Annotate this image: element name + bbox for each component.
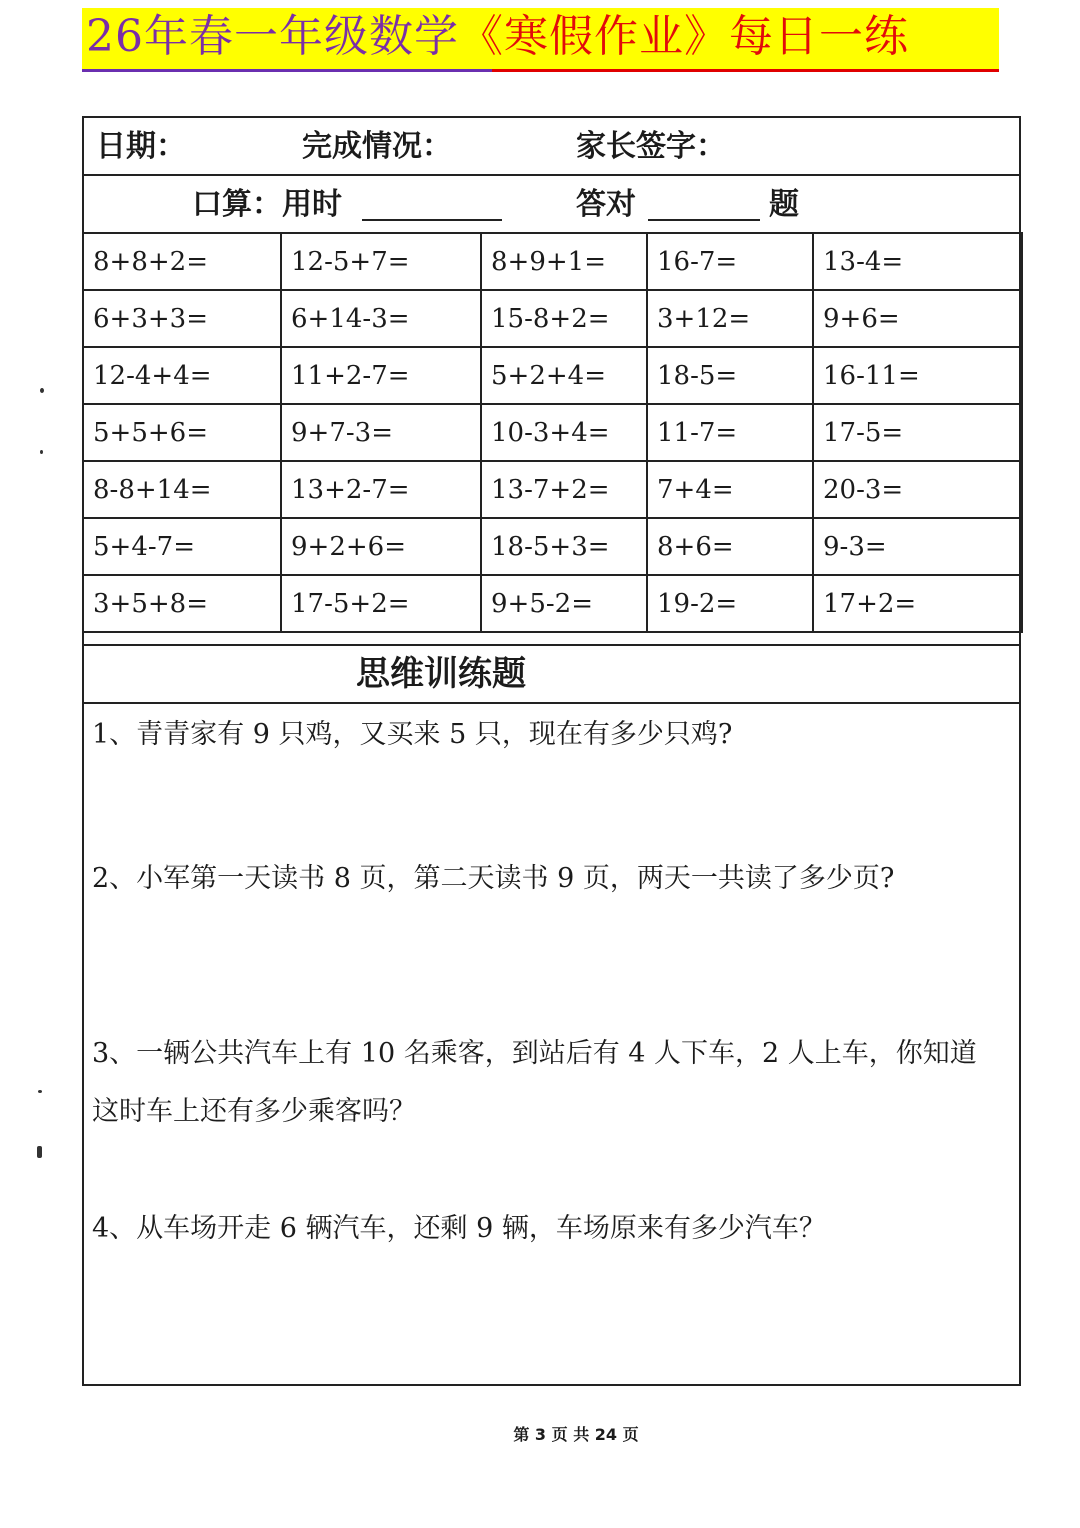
calc-cell: 7+4= bbox=[647, 461, 813, 518]
calc-cell: 3+5+8= bbox=[83, 575, 281, 632]
scan-speck bbox=[40, 388, 44, 393]
calc-cell: 9+5-2= bbox=[481, 575, 647, 632]
calc-cell: 12-5+7= bbox=[281, 233, 481, 290]
calc-cell: 9-3= bbox=[813, 518, 1022, 575]
oral-row bbox=[84, 176, 1019, 234]
calc-row bbox=[83, 461, 1022, 518]
problem-1: 1、青青家有 9 只鸡，又买来 5 只，现在有多少只鸡? bbox=[92, 719, 733, 750]
scan-speck bbox=[38, 1090, 42, 1093]
title-underline-purple bbox=[82, 69, 492, 72]
calc-cell: 12-4+4= bbox=[83, 347, 281, 404]
page-title-part2: 《寒假作业》每日一练 bbox=[459, 11, 909, 62]
calc-cell: 13-4= bbox=[813, 233, 1022, 290]
thinking-title: 思维训练题 bbox=[356, 654, 526, 694]
problem-3-line2: 这时车上还有多少乘客吗？ bbox=[92, 1096, 416, 1127]
calc-cell: 13+2-7= bbox=[281, 461, 481, 518]
parent-sign-label: 家长签字： bbox=[576, 129, 726, 164]
calc-cell: 8+9+1= bbox=[481, 233, 647, 290]
calc-row bbox=[83, 233, 1022, 290]
calc-cell: 5+4-7= bbox=[83, 518, 281, 575]
page-title-part1: 26年春一年级数学 bbox=[86, 11, 459, 62]
calc-row bbox=[83, 347, 1022, 404]
correct-unit: 题 bbox=[769, 187, 799, 222]
calc-cell: 5+5+6= bbox=[83, 404, 281, 461]
page-footer bbox=[0, 1422, 1080, 1445]
calc-cell: 6+3+3= bbox=[83, 290, 281, 347]
calc-row bbox=[83, 518, 1022, 575]
calc-cell: 17+2= bbox=[813, 575, 1022, 632]
completion-label: 完成情况： bbox=[302, 129, 452, 164]
problem-4: 4、从车场开走 6 辆汽车，还剩 9 辆，车场原来有多少汽车？ bbox=[92, 1213, 826, 1244]
calc-cell: 18-5+3= bbox=[481, 518, 647, 575]
worksheet bbox=[82, 116, 1021, 1386]
calc-cell: 5+2+4= bbox=[481, 347, 647, 404]
calc-cell: 9+2+6= bbox=[281, 518, 481, 575]
calc-cell: 3+12= bbox=[647, 290, 813, 347]
calc-cell: 9+6= bbox=[813, 290, 1022, 347]
scan-speck bbox=[37, 1146, 42, 1158]
calc-cell: 18-5= bbox=[647, 347, 813, 404]
calc-cell: 19-2= bbox=[647, 575, 813, 632]
title-underline-red bbox=[492, 69, 999, 72]
calc-cell: 8-8+14= bbox=[83, 461, 281, 518]
calc-cell: 20-3= bbox=[813, 461, 1022, 518]
calc-row bbox=[83, 290, 1022, 347]
calc-row bbox=[83, 575, 1022, 632]
calc-cell: 8+6= bbox=[647, 518, 813, 575]
correct-label: 答对 bbox=[576, 187, 636, 222]
calc-row bbox=[83, 404, 1022, 461]
title-underline bbox=[82, 69, 999, 72]
time-blank[interactable] bbox=[362, 219, 502, 221]
calc-cell: 16-11= bbox=[813, 347, 1022, 404]
problem-2: 2、小军第一天读书 8 页，第二天读书 9 页，两天一共读了多少页? bbox=[92, 863, 895, 894]
calc-cell: 17-5+2= bbox=[281, 575, 481, 632]
calc-cell: 6+14-3= bbox=[281, 290, 481, 347]
calc-cell: 11+2-7= bbox=[281, 347, 481, 404]
calc-cell: 11-7= bbox=[647, 404, 813, 461]
calc-cell: 10-3+4= bbox=[481, 404, 647, 461]
calc-cell: 8+8+2= bbox=[83, 233, 281, 290]
calc-cell: 17-5= bbox=[813, 404, 1022, 461]
header-row bbox=[84, 118, 1019, 176]
page-number: 第 3 页 共 24 页 bbox=[513, 1425, 639, 1444]
thinking-title-row bbox=[84, 644, 1019, 704]
scan-speck bbox=[40, 450, 43, 454]
correct-blank[interactable] bbox=[648, 219, 760, 221]
calc-cell: 15-8+2= bbox=[481, 290, 647, 347]
calc-cell: 9+7-3= bbox=[281, 404, 481, 461]
problem-3-line1: 3、一辆公共汽车上有 10 名乘客，到站后有 4 人下车，2 人上车，你知道 bbox=[92, 1038, 977, 1069]
oral-time-label: 口算：用时 bbox=[192, 187, 342, 222]
page-title bbox=[86, 6, 909, 68]
calc-table bbox=[82, 232, 1023, 633]
date-label: 日期： bbox=[96, 129, 186, 164]
calc-cell: 16-7= bbox=[647, 233, 813, 290]
calc-cell: 13-7+2= bbox=[481, 461, 647, 518]
